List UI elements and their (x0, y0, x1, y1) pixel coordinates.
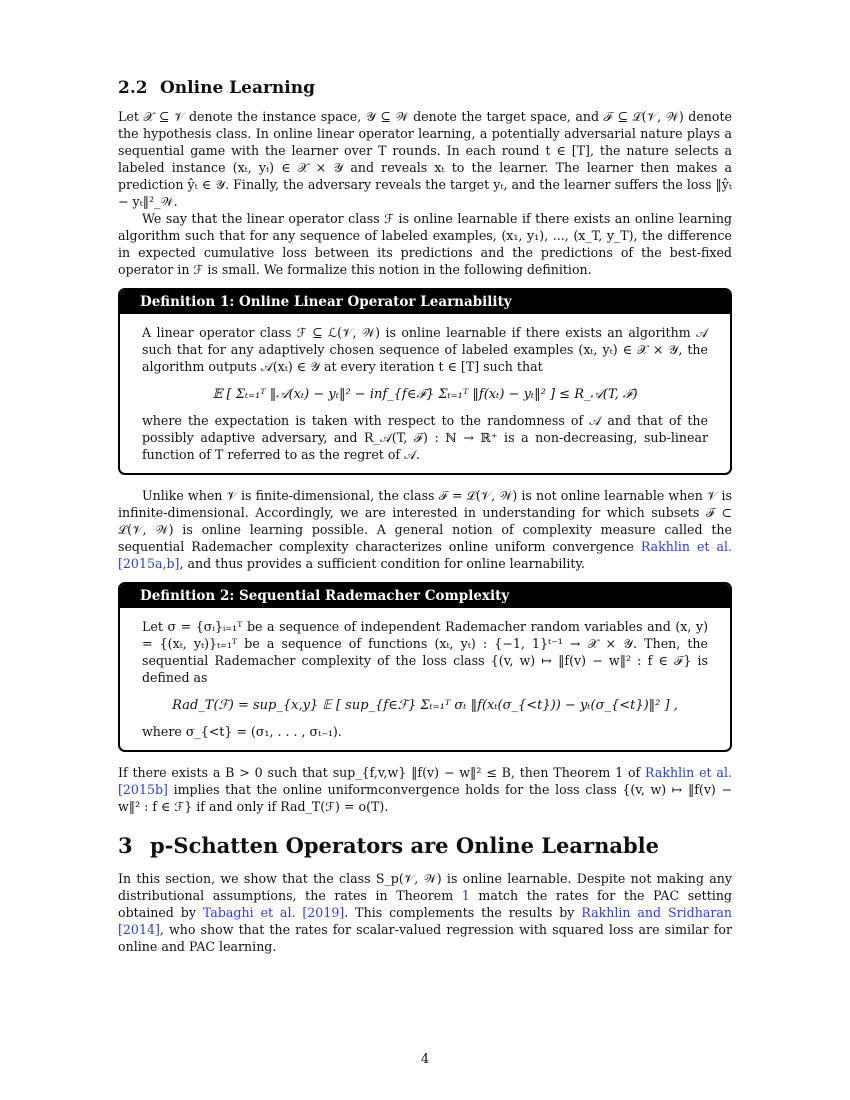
text: match the rates for the PAC setting obtained by (118, 888, 732, 920)
section-title: p-Schatten Operators are Online Learnable (150, 833, 659, 858)
definition-outro: where σ_{<t} = (σ₁, . . . , σₜ₋₁). (142, 724, 342, 739)
citation-link[interactable]: Tabaghi et al. [2019] (202, 905, 345, 920)
section-number: 3 (118, 833, 133, 858)
text: , who show that the rates for scalar-valued regression with squared loss are similar for online and PAC learning. (118, 922, 732, 954)
paragraph: We say that the linear operator class ℱ is online learnable if there exists an online learning algorithm such that for any sequence of labeled examples, (x₁, y₁), ..., (x_T, y_T), the difference in expected cumulative loss between its predictions and the predictions of the best-fixed operator in ℱ is small. We formalize this notion in the following definition. (118, 211, 732, 277)
paragraph (118, 870, 732, 955)
paragraph (118, 764, 732, 815)
text: If there exists a B > 0 such that sup_{f,v,w} ‖f(v) − w‖² ≤ B, then Theorem 1 of (118, 765, 641, 780)
citation-link[interactable]: Rakhlin et al. [2015a,b] (118, 539, 732, 571)
text: . This complements the results by (344, 905, 575, 920)
section-number: 2.2 (118, 78, 148, 98)
definition-box-1 (118, 288, 732, 475)
section-heading-3 (118, 833, 732, 858)
text: In this section, we show that the class S_p(𝒱, 𝒲) is online learnable. Despite not making any distributional assumptions, the rates in Theorem (118, 871, 732, 903)
citation-link[interactable]: Rakhlin and Sridharan [2014] (118, 905, 733, 937)
citation-link[interactable]: Rakhlin et al. [2015b] (118, 765, 732, 797)
text: Unlike when 𝒱 is finite-dimensional, the class ℱ = ℒ(𝒱, 𝒲) is not online learnable when 𝒱 is infinite-dimensional. Accordingly, we are interested in understanding for which subsets ℱ ⊂ ℒ(𝒱, 𝒲) is online learning possible. A general notion of complexity measure called the sequential Rademacher complexity characterizes online uniform convergence (118, 488, 732, 554)
definition-intro: Let σ = {σᵢ}ᵢ₌₁ᵀ be a sequence of independent Rademacher random variables and (x, y) = {(xₜ, yₜ)}ₜ₌₁ᵀ be a sequence of functions (xₜ, yₜ) : {−1, 1}ᵗ⁻¹ → 𝒳 × 𝒴. Then, the sequential Rademacher complexity of the loss class {(v, w) ↦ ‖f(v) − w‖² : f ∈ ℱ} is defined as (142, 619, 708, 685)
definition-intro: A linear operator class ℱ ⊆ ℒ(𝒱, 𝒲) is online learnable if there exists an algorithm 𝒜 such that for any adaptively chosen sequence of labeled examples (xₜ, yₜ) ∈ 𝒳 × 𝒴, the algorithm outputs 𝒜(xₜ) ∈ 𝒴 at every iteration t ∈ [T] such that (142, 325, 708, 374)
paragraph: Let 𝒳 ⊆ 𝒱 denote the instance space, 𝒴 ⊆ 𝒲 denote the target space, and ℱ ⊆ ℒ(𝒱, 𝒲) denote the hypothesis class. In online linear operator learning, a potentially adversarial nature plays a sequential game with the learner over T rounds. In each round t ∈ [T], the nature selects a labeled instance (xₜ, yₜ) ∈ 𝒳 × 𝒴 and reveals xₜ to the learner. The learner then makes a prediction ŷₜ ∈ 𝒴. Finally, the adversary reveals the target yₜ, and the learner suffers the loss ‖ŷₜ − yₜ‖²_𝒲. (118, 109, 732, 209)
display-equation: Rad_T(ℱ) = sup_{x,y} 𝔼 [ sup_{f∈ℱ} Σₜ₌₁ᵀ σₜ ‖f(xₜ(σ_{<t})) − yₜ(σ_{<t})‖² ] , (172, 698, 678, 713)
definition-body (120, 608, 730, 750)
text: , and thus provides a sufficient condition for online learnability. (179, 556, 585, 571)
text: implies that the online uniformconvergence holds for the loss class {(v, w) ↦ ‖f(v) − w‖² : f ∈ ℱ} if and only if Rad_T(ℱ) = o(T). (118, 782, 732, 814)
paragraph (118, 487, 732, 572)
definition-box-2 (118, 582, 732, 752)
section-title: Online Learning (160, 78, 315, 98)
paper-page (118, 70, 732, 955)
section-heading-2-2 (118, 78, 732, 98)
page-number: 4 (420, 1052, 430, 1067)
display-equation: 𝔼 [ Σₜ₌₁ᵀ ‖𝒜(xₜ) − yₜ‖² − inf_{f∈ℱ} Σₜ₌₁ᵀ ‖f(xₜ) − yₜ‖² ] ≤ R_𝒜(T, ℱ) (212, 387, 638, 402)
definition-header: Definition 1: Online Linear Operator Learnability (120, 290, 730, 314)
definition-outro: where the expectation is taken with respect to the randomness of 𝒜 and that of the possibly adaptive adversary, and R_𝒜(T, ℱ) : ℕ → ℝ⁺ is a non-decreasing, sub-linear function of T referred to as the regret of 𝒜. (142, 413, 708, 462)
theorem-link[interactable]: 1 (461, 888, 470, 903)
definition-header: Definition 2: Sequential Rademacher Complexity (120, 584, 730, 608)
definition-body (120, 314, 730, 473)
